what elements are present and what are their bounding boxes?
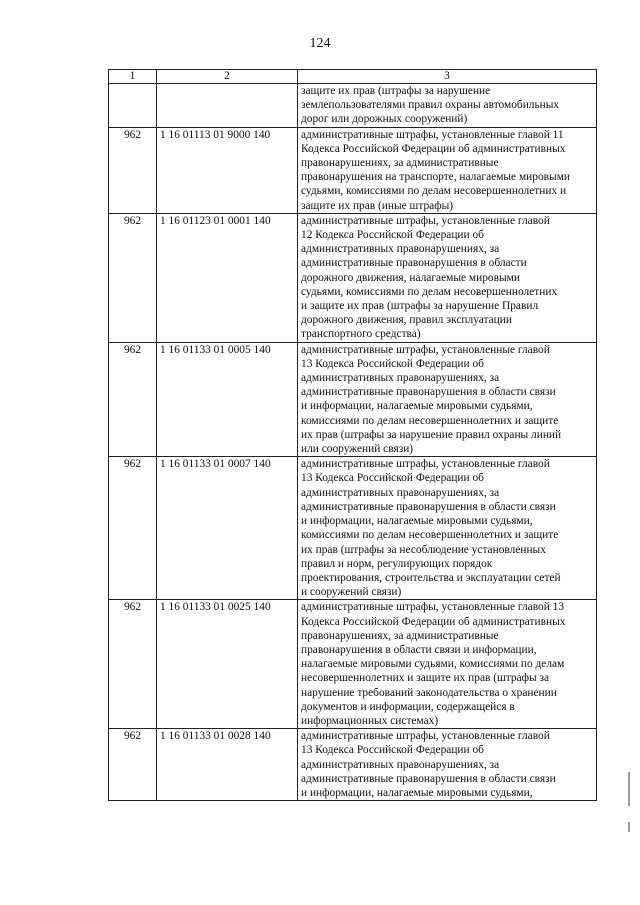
description-cell	[298, 342, 597, 457]
description-line: и защите их прав (штрафы за нарушение Правил	[301, 300, 539, 313]
budget-codes-table	[108, 69, 597, 801]
description-line: защите их прав (иные штрафы)	[301, 199, 454, 212]
description-line: административные штрафы, установленные главой	[301, 458, 550, 471]
description-line: их прав (штрафы за несоблюдение установленных	[301, 543, 546, 556]
description-line: дорожного движения, правил эксплуатации	[301, 314, 512, 327]
description-line: правонарушения на транспорте, налагаемые мировыми	[301, 171, 570, 184]
description-line: административных правонарушениях, за	[301, 243, 500, 256]
admin-code-cell: 962	[109, 127, 157, 213]
budget-code-cell: 1 16 01113 01 9000 140	[157, 127, 298, 213]
table-body	[109, 84, 597, 801]
table-row	[109, 127, 597, 213]
description-line: 12 Кодекса Российской Федерации об	[301, 229, 484, 242]
table-row	[109, 342, 597, 457]
description-line: судьями, комиссиями по делам несовершеннолетних	[301, 285, 558, 298]
table-row	[109, 84, 597, 128]
description-line: правил и норм, регулирующих порядок	[301, 557, 493, 570]
description-line: Кодекса Российской Федерации об административных	[301, 615, 566, 628]
description-line: несовершеннолетних и защите их прав (штрафы за	[301, 672, 550, 685]
description-line: 13 Кодекса Российской Федерации об	[301, 472, 484, 485]
description-line: защите их прав (штрафы за нарушение	[301, 85, 491, 97]
admin-code-cell: 962	[109, 729, 157, 801]
description-line: административных правонарушениях, за	[301, 486, 500, 499]
admin-code-cell: 962	[109, 457, 157, 600]
description-cell	[298, 457, 597, 600]
description-line: административные штрафы, установленные главой	[301, 343, 550, 356]
column-header-2: 2	[157, 70, 298, 84]
description-line: административные штрафы, установленные главой 13	[301, 601, 565, 614]
description-line: 13 Кодекса Российской Федерации об	[301, 357, 484, 370]
budget-code-cell	[157, 84, 298, 128]
margin-scan-mark	[628, 822, 630, 832]
description-line: дорог или дорожных сооружений)	[301, 113, 468, 126]
page-number: 124	[309, 36, 331, 51]
description-cell	[298, 600, 597, 729]
description-line: Кодекса Российской Федерации об административных	[301, 142, 566, 155]
description-line: налагаемые мировыми судьями, комиссиями по делам	[301, 658, 565, 671]
column-header-1: 1	[109, 70, 157, 84]
description-line: транспортного средства)	[301, 328, 421, 341]
description-line: административные правонарушения в области	[301, 257, 527, 270]
admin-code-cell: 962	[109, 600, 157, 729]
description-cell	[298, 213, 597, 342]
description-line: дорожного движения, налагаемые мировыми	[301, 271, 520, 284]
table-row	[109, 213, 597, 342]
description-line: административные правонарушения в области связи	[301, 500, 556, 513]
description-line: или сооружений связи)	[301, 443, 414, 456]
margin-scan-mark	[628, 772, 630, 806]
description-line: документов и информации, содержащейся в	[301, 700, 515, 713]
budget-code-cell: 1 16 01123 01 0001 140	[157, 213, 298, 342]
description-line: административные штрафы, установленные главой 11	[301, 128, 564, 141]
description-cell	[298, 84, 597, 128]
description-line: комиссиями по делам несовершеннолетних и защите	[301, 414, 559, 427]
description-line: землепользователями правил охраны автомобильных	[301, 99, 560, 112]
description-line: и информации, налагаемые мировыми судьями,	[301, 400, 533, 413]
table-row	[109, 600, 597, 729]
description-line: и сооружений связи)	[301, 586, 402, 599]
table-row	[109, 457, 597, 600]
description-line: административные правонарушения в области связи	[301, 386, 556, 399]
table-header-row	[109, 70, 597, 84]
column-header-3: 3	[298, 70, 597, 84]
description-line: и информации, налагаемые мировыми судьями,	[301, 786, 533, 799]
admin-code-cell: 962	[109, 213, 157, 342]
budget-code-cell: 1 16 01133 01 0005 140	[157, 342, 298, 457]
budget-code-cell: 1 16 01133 01 0028 140	[157, 729, 298, 801]
description-cell	[298, 729, 597, 801]
description-line: правонарушениях, за административные	[301, 157, 499, 170]
description-line: административных правонарушениях, за	[301, 372, 500, 385]
description-line: правонарушениях, за административные	[301, 629, 499, 642]
description-line: правонарушения в области связи и информации,	[301, 643, 537, 656]
budget-code-cell: 1 16 01133 01 0025 140	[157, 600, 298, 729]
admin-code-cell: 962	[109, 342, 157, 457]
description-line: нарушение требований законодательства о хранении	[301, 686, 557, 699]
description-line: информационных системах)	[301, 714, 439, 727]
description-line: и информации, налагаемые мировыми судьями,	[301, 515, 533, 528]
description-line: административных правонарушениях, за	[301, 758, 500, 771]
description-line: судьями, комиссиями по делам несовершеннолетних и	[301, 185, 567, 198]
budget-code-cell: 1 16 01133 01 0007 140	[157, 457, 298, 600]
description-line: комиссиями по делам несовершеннолетних и защите	[301, 529, 559, 542]
description-line: 13 Кодекса Российской Федерации об	[301, 744, 484, 757]
description-cell	[298, 127, 597, 213]
description-line: административные правонарушения в области связи	[301, 772, 556, 785]
description-line: административные штрафы, установленные главой	[301, 730, 550, 743]
admin-code-cell	[109, 84, 157, 128]
table-row	[109, 729, 597, 801]
description-line: их прав (штрафы за нарушение правил охраны линий	[301, 428, 562, 441]
description-line: административные штрафы, установленные главой	[301, 214, 550, 227]
description-line: проектирования, строительства и эксплуатации сетей	[301, 571, 561, 584]
